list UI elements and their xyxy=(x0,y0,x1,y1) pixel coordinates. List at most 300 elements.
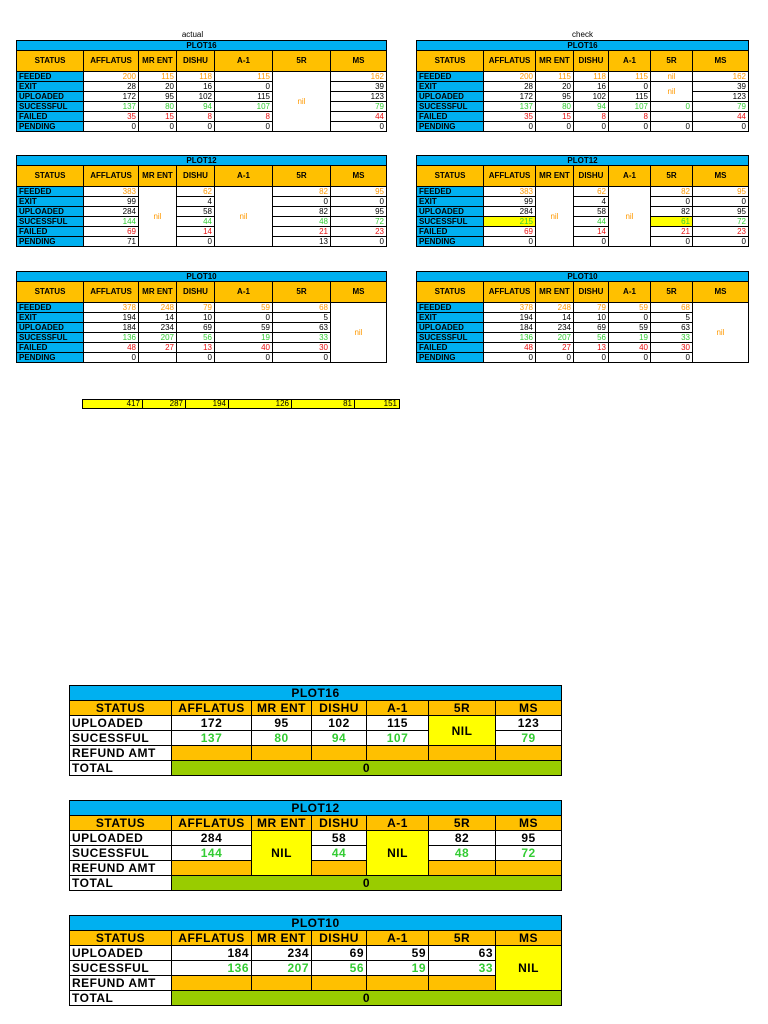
row-label: FAILED xyxy=(17,112,84,122)
column-header: AFFLATUS xyxy=(172,931,252,946)
value-cell: 39 xyxy=(693,82,749,92)
value-cell: 0 xyxy=(331,237,387,247)
column-header: A-1 xyxy=(215,282,273,303)
value-cell: 184 xyxy=(484,323,536,333)
column-header: A-1 xyxy=(609,282,651,303)
nil-cell: NIL xyxy=(367,831,429,876)
table-row xyxy=(17,72,387,82)
value-cell: 123 xyxy=(496,716,562,731)
value-cell: 48 xyxy=(273,217,331,227)
row-label: FEEDED xyxy=(17,187,84,197)
value-cell: 248 xyxy=(139,303,177,313)
refund-cell xyxy=(367,746,429,761)
refund-cell xyxy=(172,861,252,876)
column-header: A-1 xyxy=(215,166,273,187)
value-cell: 99 xyxy=(484,197,536,207)
value-cell: 0 xyxy=(574,353,609,363)
value-cell: 248 xyxy=(536,303,574,313)
value-cell: 69 xyxy=(84,227,139,237)
caption-actual: actual xyxy=(181,30,204,39)
value-cell: 194 xyxy=(84,313,139,323)
value-cell: 115 xyxy=(139,72,177,82)
value-cell: 82 xyxy=(429,831,496,846)
value-cell: 284 xyxy=(172,831,252,846)
row-label: FEEDED xyxy=(17,72,84,82)
value-cell: 35 xyxy=(84,112,139,122)
value-cell: 0 xyxy=(609,82,651,92)
nil-cell: nil xyxy=(693,303,749,363)
value-cell: 184 xyxy=(172,946,252,961)
value-cell: 33 xyxy=(273,333,331,343)
value-cell: 63 xyxy=(273,323,331,333)
nil-cell: nil xyxy=(651,82,693,102)
table-row xyxy=(417,303,749,313)
actual-table-plot16 xyxy=(16,40,387,132)
column-header: 5R xyxy=(651,51,693,72)
table-row xyxy=(17,122,387,132)
value-cell: 115 xyxy=(609,92,651,102)
value-cell: 79 xyxy=(331,102,387,112)
total-value: 0 xyxy=(172,876,562,891)
column-header: MR ENT xyxy=(252,931,312,946)
value-cell: 59 xyxy=(609,303,651,313)
column-header: AFFLATUS xyxy=(172,816,252,831)
value-cell: 58 xyxy=(574,207,609,217)
refund-cell xyxy=(496,861,562,876)
value-cell: 207 xyxy=(252,961,312,976)
row-label: PENDING xyxy=(417,237,484,247)
value-cell: 0 xyxy=(215,313,273,323)
value-cell: 184 xyxy=(84,323,139,333)
value-cell: 95 xyxy=(693,187,749,197)
total-value: 0 xyxy=(172,761,562,776)
table-row xyxy=(417,207,749,217)
table-row xyxy=(70,961,562,976)
value-cell: 62 xyxy=(574,187,609,197)
table-row xyxy=(70,746,562,761)
value-cell: 95 xyxy=(693,207,749,217)
report-table-plot10 xyxy=(69,915,562,1006)
row-label: FEEDED xyxy=(417,72,484,82)
value-cell: 94 xyxy=(312,731,367,746)
status-header: STATUS xyxy=(70,816,172,831)
value-cell: 82 xyxy=(273,207,331,217)
row-label: UPLOADED xyxy=(70,716,172,731)
total-cell: 194 xyxy=(186,400,229,409)
row-label: FEEDED xyxy=(417,303,484,313)
table-row xyxy=(417,197,749,207)
value-cell: 172 xyxy=(484,92,536,102)
column-header: 5R xyxy=(429,931,496,946)
value-cell: 95 xyxy=(252,716,312,731)
column-header: DISHU xyxy=(177,282,215,303)
column-header: DISHU xyxy=(312,816,367,831)
value-cell: 378 xyxy=(484,303,536,313)
value-cell: 200 xyxy=(484,72,536,82)
value-cell xyxy=(651,112,693,122)
table-row xyxy=(17,217,387,227)
refund-cell xyxy=(172,746,252,761)
column-header: A-1 xyxy=(367,931,429,946)
column-header: DISHU xyxy=(312,931,367,946)
value-cell: 56 xyxy=(312,961,367,976)
status-header: STATUS xyxy=(417,166,484,187)
refund-cell xyxy=(252,976,312,991)
column-header: MR ENT xyxy=(536,166,574,187)
column-header: AFFLATUS xyxy=(84,166,139,187)
table-row xyxy=(417,82,749,92)
table-row xyxy=(70,831,562,846)
value-cell: 13 xyxy=(574,343,609,353)
column-header: MR ENT xyxy=(536,51,574,72)
row-label: FAILED xyxy=(417,227,484,237)
value-cell: 115 xyxy=(536,72,574,82)
caption-check: check xyxy=(572,30,593,39)
value-cell: 0 xyxy=(177,122,215,132)
value-cell: 30 xyxy=(651,343,693,353)
value-cell: 102 xyxy=(574,92,609,102)
column-header: A-1 xyxy=(367,701,429,716)
value-cell: 200 xyxy=(84,72,139,82)
table-row xyxy=(417,122,749,132)
value-cell: 20 xyxy=(536,82,574,92)
value-cell: 107 xyxy=(367,731,429,746)
column-header: MS xyxy=(331,51,387,72)
value-cell: 8 xyxy=(177,112,215,122)
value-cell: 15 xyxy=(139,112,177,122)
row-label: EXIT xyxy=(17,313,84,323)
value-cell: 136 xyxy=(84,333,139,343)
refund-cell xyxy=(172,976,252,991)
status-header: STATUS xyxy=(70,931,172,946)
table-row xyxy=(17,92,387,102)
table-row xyxy=(17,187,387,197)
value-cell: 62 xyxy=(177,187,215,197)
check-table-plot12 xyxy=(416,155,749,247)
value-cell: 44 xyxy=(331,112,387,122)
value-cell: 95 xyxy=(331,207,387,217)
value-cell: 0 xyxy=(215,82,273,92)
value-cell: 0 xyxy=(484,353,536,363)
table-row xyxy=(70,946,562,961)
value-cell: 0 xyxy=(651,122,693,132)
column-header: AFFLATUS xyxy=(172,701,252,716)
value-cell: 0 xyxy=(484,237,536,247)
table-row xyxy=(417,112,749,122)
refund-cell xyxy=(367,976,429,991)
value-cell: 284 xyxy=(484,207,536,217)
nil-cell: nil xyxy=(139,187,177,247)
status-header: STATUS xyxy=(70,701,172,716)
status-header: STATUS xyxy=(17,282,84,303)
row-label: TOTAL xyxy=(70,991,172,1006)
value-cell: 61 xyxy=(651,217,693,227)
value-cell: 44 xyxy=(574,217,609,227)
value-cell: 94 xyxy=(574,102,609,112)
actual-table-plot10 xyxy=(16,271,387,363)
nil-cell: nil xyxy=(331,303,387,363)
value-cell: 0 xyxy=(215,353,273,363)
value-cell: 94 xyxy=(177,102,215,112)
value-cell: 63 xyxy=(429,946,496,961)
value-cell: 16 xyxy=(177,82,215,92)
plot-title: PLOT10 xyxy=(17,272,387,282)
table-row xyxy=(417,237,749,247)
value-cell: 0 xyxy=(177,353,215,363)
value-cell: 8 xyxy=(574,112,609,122)
value-cell: 35 xyxy=(484,112,536,122)
row-label: UPLOADED xyxy=(417,207,484,217)
column-header: 5R xyxy=(429,701,496,716)
value-cell: 0 xyxy=(273,197,331,207)
table-row xyxy=(417,72,749,82)
value-cell: 0 xyxy=(609,353,651,363)
value-cell: 215 xyxy=(484,217,536,227)
value-cell: 14 xyxy=(139,313,177,323)
column-header: MS xyxy=(331,282,387,303)
value-cell: 5 xyxy=(273,313,331,323)
value-cell: 28 xyxy=(84,82,139,92)
row-label: UPLOADED xyxy=(17,92,84,102)
row-label: EXIT xyxy=(17,82,84,92)
refund-cell xyxy=(429,861,496,876)
row-label: FAILED xyxy=(17,227,84,237)
value-cell: 13 xyxy=(273,237,331,247)
value-cell: 10 xyxy=(574,313,609,323)
column-header: MS xyxy=(496,816,562,831)
value-cell: 71 xyxy=(84,237,139,247)
value-cell: 383 xyxy=(84,187,139,197)
value-cell: 79 xyxy=(177,303,215,313)
status-header: STATUS xyxy=(417,282,484,303)
column-header: AFFLATUS xyxy=(84,51,139,72)
value-cell: 144 xyxy=(84,217,139,227)
value-cell: 13 xyxy=(177,343,215,353)
total-cell: 126 xyxy=(229,400,292,409)
value-cell: 234 xyxy=(139,323,177,333)
value-cell: 95 xyxy=(536,92,574,102)
value-cell: 48 xyxy=(484,343,536,353)
value-cell: 69 xyxy=(177,323,215,333)
report-table-plot16 xyxy=(69,685,562,776)
value-cell: 40 xyxy=(215,343,273,353)
nil-cell: NIL xyxy=(496,946,562,991)
value-cell: 72 xyxy=(693,217,749,227)
value-cell: 118 xyxy=(177,72,215,82)
plot-title: PLOT12 xyxy=(70,801,562,816)
total-value: 0 xyxy=(172,991,562,1006)
value-cell: 378 xyxy=(84,303,139,313)
value-cell: 72 xyxy=(496,846,562,861)
row-label: PENDING xyxy=(17,353,84,363)
value-cell: 95 xyxy=(496,831,562,846)
value-cell: 14 xyxy=(177,227,215,237)
value-cell: 102 xyxy=(312,716,367,731)
row-label: UPLOADED xyxy=(70,946,172,961)
value-cell: 33 xyxy=(651,333,693,343)
value-cell: 39 xyxy=(331,82,387,92)
row-label: FAILED xyxy=(417,112,484,122)
refund-cell xyxy=(312,976,367,991)
column-header: DISHU xyxy=(574,51,609,72)
value-cell: 115 xyxy=(215,72,273,82)
value-cell: 0 xyxy=(609,122,651,132)
value-cell: 16 xyxy=(574,82,609,92)
value-cell: 234 xyxy=(536,323,574,333)
value-cell: 20 xyxy=(139,82,177,92)
value-cell: 58 xyxy=(312,831,367,846)
value-cell: 107 xyxy=(215,102,273,112)
value-cell: 0 xyxy=(215,122,273,132)
check-table-plot10 xyxy=(416,271,749,363)
row-label: UPLOADED xyxy=(70,831,172,846)
plot-title: PLOT10 xyxy=(417,272,749,282)
table-row xyxy=(17,82,387,92)
value-cell: 40 xyxy=(609,343,651,353)
value-cell: 0 xyxy=(484,122,536,132)
value-cell: 58 xyxy=(177,207,215,217)
row-label: SUCESSFUL xyxy=(17,217,84,227)
value-cell: 115 xyxy=(367,716,429,731)
value-cell: 15 xyxy=(536,112,574,122)
column-header: MS xyxy=(496,931,562,946)
value-cell: 284 xyxy=(84,207,139,217)
row-label: TOTAL xyxy=(70,761,172,776)
value-cell: 14 xyxy=(574,227,609,237)
column-header: AFFLATUS xyxy=(484,51,536,72)
value-cell: 44 xyxy=(693,112,749,122)
value-cell: 56 xyxy=(177,333,215,343)
value-cell: 21 xyxy=(651,227,693,237)
total-cell: 287 xyxy=(143,400,186,409)
row-label: SUCESSFUL xyxy=(17,333,84,343)
column-header: A-1 xyxy=(367,816,429,831)
value-cell: 0 xyxy=(139,122,177,132)
value-cell: 0 xyxy=(651,353,693,363)
value-cell: 23 xyxy=(693,227,749,237)
row-label: EXIT xyxy=(417,313,484,323)
column-header: MR ENT xyxy=(139,282,177,303)
table-row xyxy=(417,187,749,197)
value-cell: 0 xyxy=(574,122,609,132)
value-cell: 0 xyxy=(651,197,693,207)
value-cell: 194 xyxy=(484,313,536,323)
total-cell: 151 xyxy=(355,400,400,409)
value-cell: 5 xyxy=(651,313,693,323)
row-label: REFUND AMT xyxy=(70,861,172,876)
value-cell: 79 xyxy=(693,102,749,112)
value-cell: 59 xyxy=(609,323,651,333)
value-cell: 21 xyxy=(273,227,331,237)
row-label: SUCESSFUL xyxy=(70,961,172,976)
column-header: MR ENT xyxy=(252,701,312,716)
value-cell: 0 xyxy=(693,237,749,247)
value-cell: 8 xyxy=(609,112,651,122)
value-cell: 172 xyxy=(172,716,252,731)
row-label: UPLOADED xyxy=(17,207,84,217)
value-cell: 137 xyxy=(172,731,252,746)
value-cell: 136 xyxy=(484,333,536,343)
table-row xyxy=(417,227,749,237)
value-cell: 48 xyxy=(84,343,139,353)
row-label: TOTAL xyxy=(70,876,172,891)
value-cell: 0 xyxy=(651,237,693,247)
row-label: SUCESSFUL xyxy=(70,731,172,746)
value-cell: 102 xyxy=(177,92,215,102)
table-row xyxy=(70,976,562,991)
column-header: MR ENT xyxy=(139,51,177,72)
row-label: PENDING xyxy=(417,122,484,132)
value-cell: 123 xyxy=(331,92,387,102)
plot-title: PLOT12 xyxy=(17,156,387,166)
value-cell: 95 xyxy=(331,187,387,197)
column-header: 5R xyxy=(273,166,331,187)
table-row xyxy=(17,112,387,122)
column-header: AFFLATUS xyxy=(484,166,536,187)
value-cell: 80 xyxy=(139,102,177,112)
value-cell: 172 xyxy=(84,92,139,102)
plot-title: PLOT12 xyxy=(417,156,749,166)
value-cell: 0 xyxy=(331,197,387,207)
row-label: FEEDED xyxy=(417,187,484,197)
value-cell: 118 xyxy=(574,72,609,82)
value-cell: 0 xyxy=(609,313,651,323)
report-table-plot12 xyxy=(69,800,562,891)
plot-title: PLOT16 xyxy=(417,41,749,51)
column-header: DISHU xyxy=(177,51,215,72)
value-cell: 27 xyxy=(139,343,177,353)
value-cell: 234 xyxy=(252,946,312,961)
value-cell: 162 xyxy=(331,72,387,82)
value-cell: 136 xyxy=(172,961,252,976)
value-cell: 69 xyxy=(312,946,367,961)
value-cell: 80 xyxy=(252,731,312,746)
value-cell: 82 xyxy=(651,207,693,217)
value-cell: 69 xyxy=(484,227,536,237)
row-label: UPLOADED xyxy=(17,323,84,333)
plot-title: PLOT16 xyxy=(17,41,387,51)
value-cell: 63 xyxy=(651,323,693,333)
value-cell: 68 xyxy=(273,303,331,313)
value-cell: 79 xyxy=(496,731,562,746)
column-header: 5R xyxy=(429,816,496,831)
row-label: SUCESSFUL xyxy=(417,333,484,343)
value-cell: 383 xyxy=(484,187,536,197)
row-label: SUCESSFUL xyxy=(17,102,84,112)
column-header: MS xyxy=(496,701,562,716)
value-cell: 0 xyxy=(574,237,609,247)
value-cell: 69 xyxy=(574,323,609,333)
value-cell: 8 xyxy=(215,112,273,122)
column-header: A-1 xyxy=(609,166,651,187)
column-header: MR ENT xyxy=(139,166,177,187)
column-header: 5R xyxy=(273,51,331,72)
value-cell: 0 xyxy=(693,197,749,207)
status-header: STATUS xyxy=(417,51,484,72)
status-header: STATUS xyxy=(17,51,84,72)
plot-title: PLOT16 xyxy=(70,686,562,701)
nil-cell: nil xyxy=(536,187,574,247)
value-cell: 10 xyxy=(177,313,215,323)
column-header: 5R xyxy=(273,282,331,303)
column-header: MS xyxy=(331,166,387,187)
refund-cell xyxy=(252,746,312,761)
value-cell: 0 xyxy=(84,353,139,363)
value-cell: 99 xyxy=(84,197,139,207)
table-row xyxy=(70,846,562,861)
value-cell: 59 xyxy=(215,323,273,333)
column-header: A-1 xyxy=(215,51,273,72)
